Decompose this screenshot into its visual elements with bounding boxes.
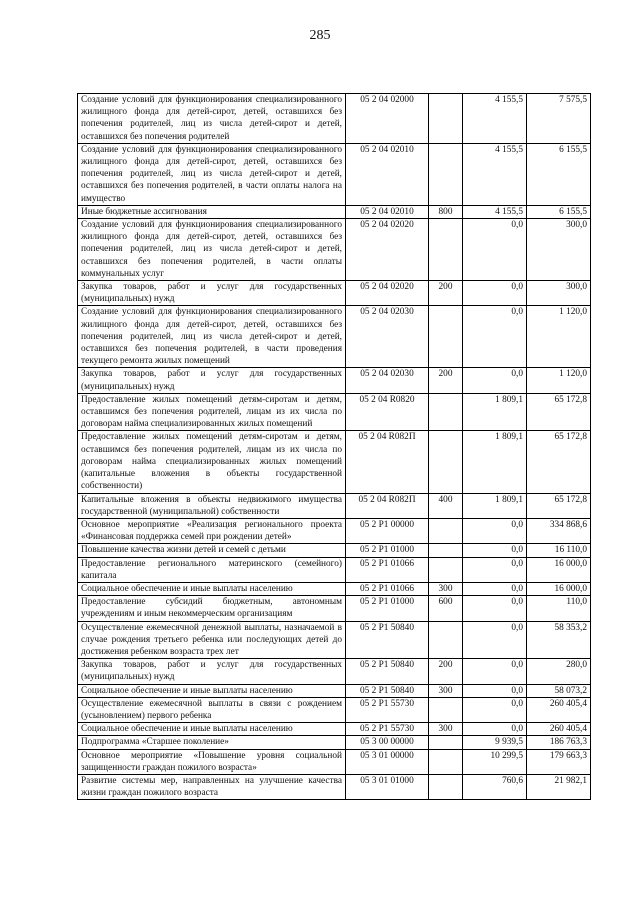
row-amount-total-cell: 16 000,0 <box>527 557 591 582</box>
row-amount-change-cell: 10 299,5 <box>463 749 527 774</box>
row-amount-change-cell: 0,0 <box>463 659 527 684</box>
row-expense-type-cell: 200 <box>429 368 463 393</box>
row-expense-type-cell <box>429 219 463 281</box>
row-expense-type-cell <box>429 431 463 493</box>
row-amount-total-cell: 300,0 <box>527 219 591 281</box>
row-expense-type-cell: 200 <box>429 281 463 306</box>
row-amount-total-cell: 334 868,6 <box>527 518 591 543</box>
row-code-cell: 05 2 04 02020 <box>346 219 429 281</box>
row-code-cell: 05 2 04 02010 <box>346 205 429 218</box>
table-row <box>78 596 591 621</box>
row-code-cell: 05 2 04 R082П <box>346 493 429 518</box>
table-row <box>78 493 591 518</box>
table-row <box>78 749 591 774</box>
table-row <box>78 518 591 543</box>
row-expense-type-cell <box>429 94 463 144</box>
table-row <box>78 621 591 659</box>
row-amount-change-cell: 4 155,5 <box>463 94 527 144</box>
row-amount-total-cell: 1 120,0 <box>527 368 591 393</box>
row-name-cell: Создание условий для функционирования специализированного жилищного фонда для детей-сирот, детей, оставшихся без попечения родителей, лиц из числа детей-сирот и детей, оставшихся без попечения родителей, в части проведения текущего ремонта жилых помещений <box>78 306 346 368</box>
row-name-cell: Повышение качества жизни детей и семей с детьми <box>78 544 346 557</box>
row-amount-total-cell: 21 982,1 <box>527 774 591 799</box>
row-expense-type-cell <box>429 736 463 749</box>
row-amount-change-cell: 0,0 <box>463 557 527 582</box>
row-name-cell: Иные бюджетные ассигнования <box>78 205 346 218</box>
row-code-cell: 05 2 04 R082П <box>346 431 429 493</box>
row-amount-total-cell: 65 172,8 <box>527 493 591 518</box>
row-name-cell: Предоставление жилых помещений детям-сиротам и детям, оставшимся без попечения родителей, лицам из их числа по договорам найма специализированных жилых помещений (капитальные вложения в объекты государственной собственности) <box>78 431 346 493</box>
row-name-cell: Закупка товаров, работ и услуг для государственных (муниципальных) нужд <box>78 659 346 684</box>
budget-table-body <box>78 94 591 800</box>
table-row <box>78 94 591 144</box>
row-code-cell: 05 2 P1 01066 <box>346 582 429 595</box>
row-code-cell: 05 2 04 02020 <box>346 281 429 306</box>
row-amount-change-cell: 0,0 <box>463 518 527 543</box>
row-amount-total-cell: 58 353,2 <box>527 621 591 659</box>
row-name-cell: Основное мероприятие «Повышение уровня социальной защищенности граждан пожилого возраста» <box>78 749 346 774</box>
table-row <box>78 143 591 205</box>
row-expense-type-cell: 300 <box>429 684 463 697</box>
row-amount-change-cell: 1 809,1 <box>463 431 527 493</box>
row-amount-total-cell: 6 155,5 <box>527 205 591 218</box>
row-amount-total-cell: 110,0 <box>527 596 591 621</box>
row-amount-total-cell: 7 575,5 <box>527 94 591 144</box>
row-expense-type-cell <box>429 621 463 659</box>
row-amount-total-cell: 16 110,0 <box>527 544 591 557</box>
row-code-cell: 05 2 P1 55730 <box>346 697 429 722</box>
row-code-cell: 05 2 P1 50840 <box>346 621 429 659</box>
row-code-cell: 05 2 P1 50840 <box>346 659 429 684</box>
row-amount-change-cell: 1 809,1 <box>463 493 527 518</box>
row-amount-change-cell: 4 155,5 <box>463 205 527 218</box>
row-code-cell: 05 2 04 02010 <box>346 143 429 205</box>
table-row <box>78 431 591 493</box>
row-amount-total-cell: 65 172,8 <box>527 431 591 493</box>
row-code-cell: 05 2 P1 50840 <box>346 684 429 697</box>
row-amount-total-cell: 58 073,2 <box>527 684 591 697</box>
row-expense-type-cell <box>429 749 463 774</box>
table-row <box>78 774 591 799</box>
row-amount-change-cell: 0,0 <box>463 281 527 306</box>
row-expense-type-cell <box>429 697 463 722</box>
table-row <box>78 557 591 582</box>
row-expense-type-cell: 300 <box>429 582 463 595</box>
row-expense-type-cell: 800 <box>429 205 463 218</box>
row-amount-total-cell: 300,0 <box>527 281 591 306</box>
row-amount-change-cell: 0,0 <box>463 368 527 393</box>
row-code-cell: 05 2 04 02030 <box>346 306 429 368</box>
row-amount-change-cell: 0,0 <box>463 219 527 281</box>
row-amount-change-cell: 0,0 <box>463 582 527 595</box>
row-code-cell: 05 3 00 00000 <box>346 736 429 749</box>
row-amount-change-cell: 0,0 <box>463 697 527 722</box>
row-expense-type-cell <box>429 544 463 557</box>
row-amount-change-cell: 760,6 <box>463 774 527 799</box>
table-row <box>78 393 591 431</box>
row-amount-change-cell: 0,0 <box>463 596 527 621</box>
row-name-cell: Развитие системы мер, направленных на улучшение качества жизни граждан пожилого возраста <box>78 774 346 799</box>
row-code-cell: 05 2 P1 01066 <box>346 557 429 582</box>
table-row <box>78 736 591 749</box>
row-name-cell: Предоставление жилых помещений детям-сиротам и детям, оставшимся без попечения родителей, лицам из их числа по договорам найма специализированных жилых помещений <box>78 393 346 431</box>
row-expense-type-cell <box>429 143 463 205</box>
budget-table <box>77 93 591 800</box>
row-amount-total-cell: 6 155,5 <box>527 143 591 205</box>
row-code-cell: 05 2 04 02000 <box>346 94 429 144</box>
row-amount-change-cell: 0,0 <box>463 621 527 659</box>
row-name-cell: Осуществление ежемесячной денежной выплаты, назначаемой в случае рождения третьего ребенка или последующих детей до достижения ребенком возраста трех лет <box>78 621 346 659</box>
row-name-cell: Закупка товаров, работ и услуг для государственных (муниципальных) нужд <box>78 281 346 306</box>
table-row <box>78 281 591 306</box>
row-amount-total-cell: 1 120,0 <box>527 306 591 368</box>
table-row <box>78 659 591 684</box>
row-name-cell: Создание условий для функционирования специализированного жилищного фонда для детей-сирот, детей, оставшихся без попечения родителей, лиц из числа детей-сирот и детей, оставшихся без попечения родителей, в части оплаты налога на имущество <box>78 143 346 205</box>
row-amount-total-cell: 179 663,3 <box>527 749 591 774</box>
table-row <box>78 368 591 393</box>
row-name-cell: Осуществление ежемесячной выплаты в связи с рождением (усыновлением) первого ребенка <box>78 697 346 722</box>
row-code-cell: 05 2 P1 00000 <box>346 518 429 543</box>
page-number: 285 <box>309 28 331 43</box>
row-name-cell: Закупка товаров, работ и услуг для государственных (муниципальных) нужд <box>78 368 346 393</box>
row-expense-type-cell <box>429 306 463 368</box>
row-name-cell: Социальное обеспечение и иные выплаты населению <box>78 582 346 595</box>
row-code-cell: 05 2 P1 01000 <box>346 544 429 557</box>
row-amount-change-cell: 0,0 <box>463 684 527 697</box>
row-amount-change-cell: 9 939,5 <box>463 736 527 749</box>
table-row <box>78 205 591 218</box>
row-name-cell: Предоставление регионального материнского (семейного) капитала <box>78 557 346 582</box>
row-amount-change-cell: 4 155,5 <box>463 143 527 205</box>
row-amount-change-cell: 0,0 <box>463 544 527 557</box>
row-code-cell: 05 3 01 01000 <box>346 774 429 799</box>
row-amount-total-cell: 280,0 <box>527 659 591 684</box>
table-row <box>78 684 591 697</box>
row-name-cell: Создание условий для функционирования специализированного жилищного фонда для детей-сирот, детей, оставшихся без попечения родителей, лиц из числа детей-сирот и детей, оставшихся без попечения родителей, в части оплаты коммунальных услуг <box>78 219 346 281</box>
row-expense-type-cell <box>429 393 463 431</box>
row-amount-change-cell: 0,0 <box>463 306 527 368</box>
row-expense-type-cell: 600 <box>429 596 463 621</box>
table-row <box>78 582 591 595</box>
row-name-cell: Основное мероприятие «Реализация регионального проекта «Финансовая поддержка семей при рождении детей» <box>78 518 346 543</box>
row-name-cell: Создание условий для функционирования специализированного жилищного фонда для детей-сирот, детей, оставшихся без попечения родителей, лиц из числа детей-сирот и детей, оставшихся без попечения родителей <box>78 94 346 144</box>
row-name-cell: Капитальные вложения в объекты недвижимого имущества государственной (муниципальной) собственности <box>78 493 346 518</box>
row-code-cell: 05 2 P1 01000 <box>346 596 429 621</box>
row-amount-total-cell: 16 000,0 <box>527 582 591 595</box>
row-expense-type-cell <box>429 518 463 543</box>
table-row <box>78 697 591 722</box>
row-amount-total-cell: 186 763,3 <box>527 736 591 749</box>
table-row <box>78 219 591 281</box>
table-row <box>78 306 591 368</box>
row-expense-type-cell: 300 <box>429 723 463 736</box>
row-name-cell: Предоставление субсидий бюджетным, автономным учреждениям и иным некоммерческим организациям <box>78 596 346 621</box>
row-name-cell: Подпрограмма «Старшее поколение» <box>78 736 346 749</box>
row-amount-change-cell: 0,0 <box>463 723 527 736</box>
row-expense-type-cell: 400 <box>429 493 463 518</box>
row-expense-type-cell <box>429 774 463 799</box>
row-expense-type-cell: 200 <box>429 659 463 684</box>
row-amount-total-cell: 260 405,4 <box>527 723 591 736</box>
table-row <box>78 544 591 557</box>
row-name-cell: Социальное обеспечение и иные выплаты населению <box>78 684 346 697</box>
row-amount-change-cell: 1 809,1 <box>463 393 527 431</box>
row-name-cell: Социальное обеспечение и иные выплаты населению <box>78 723 346 736</box>
row-code-cell: 05 2 P1 55730 <box>346 723 429 736</box>
table-row <box>78 723 591 736</box>
row-amount-total-cell: 260 405,4 <box>527 697 591 722</box>
row-amount-total-cell: 65 172,8 <box>527 393 591 431</box>
row-code-cell: 05 2 04 02030 <box>346 368 429 393</box>
row-code-cell: 05 2 04 R0820 <box>346 393 429 431</box>
row-code-cell: 05 3 01 00000 <box>346 749 429 774</box>
row-expense-type-cell <box>429 557 463 582</box>
